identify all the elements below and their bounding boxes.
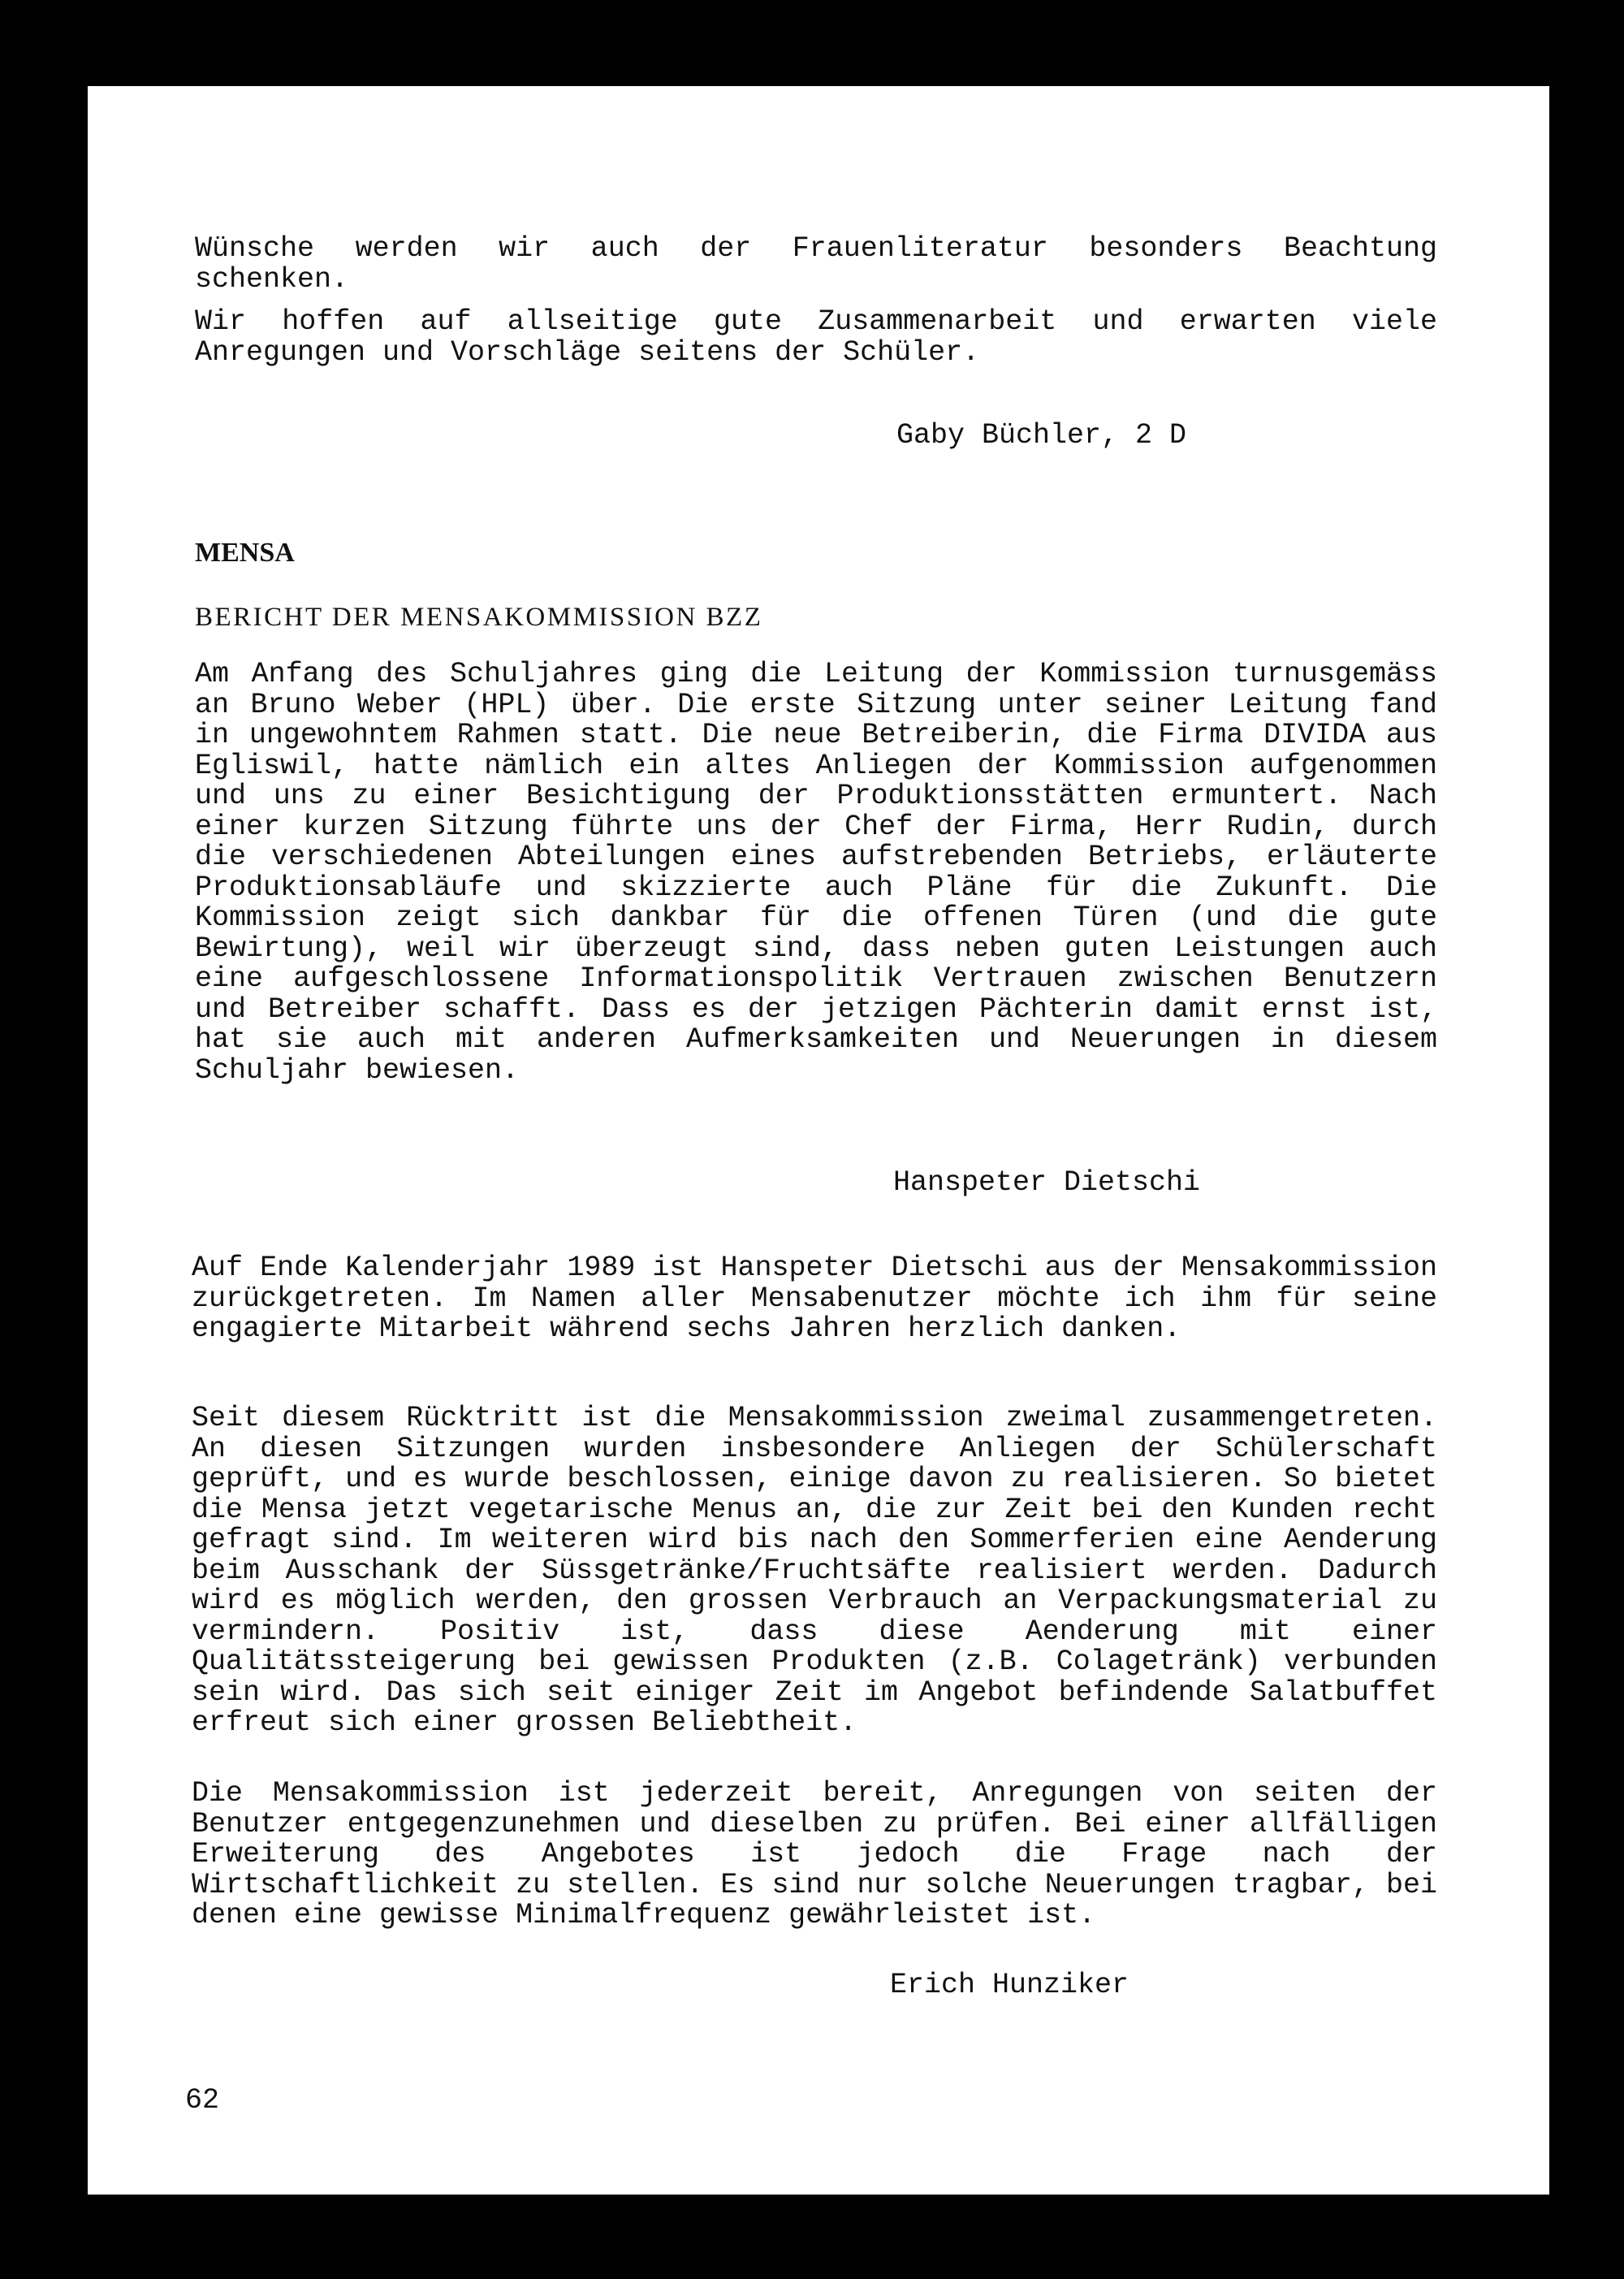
section-heading: MENSA (195, 538, 295, 568)
closing-paragraph-2: Seit diesem Rücktritt ist die Mensakommission zweimal zusammengetreten. An diesen Sitzungen wurden insbesondere Anliegen der Schülerschaft geprüft, und es wurde beschlossen, einige davon zu realisieren. So bietet die Mensa jetzt vegetarische Menus an, die zur Zeit bei den Kunden recht gefragt sind. Im weiteren wird bis nach den Sommerferien eine Aenderung beim Ausschank der Süssgetränke/Fruchtsäfte realisiert werden. Dadurch wird es möglich werden, den grossen Verbrauch an Verpackungsmaterial zu vermindern. Positiv ist, dass diese Aenderung mit einer Qualitätssteigerung bei gewissen Produkten (z.B. Colagetränk) verbunden sein wird. Das sich seit einiger Zeit im Angebot befindende Salatbuffet erfreut sich einer grossen Beliebtheit. (192, 1402, 1437, 1739)
report-paragraph: Am Anfang des Schuljahres ging die Leitung der Kommission turnusgemäss an Bruno Weber (HPL) über. Die erste Sitzung unter seiner Leitung fand in ungewohntem Rahmen statt. Die neue Betreiberin, die Firma DIVIDA aus Egliswil, hatte nämlich ein altes Anliegen der Kommission aufgenommen und uns zu einer Besichtigung der Produktionsstätten ermuntert. Nach einer kurzen Sitzung führte uns der Chef der Firma, Herr Rudin, durch die verschiedenen Abteilungen eines aufstrebenden Betriebs, erläuterte Produktionsabläufe und skizzierte auch Pläne für die Zukunft. Die Kommission zeigt sich dankbar für die offenen Türen (und die gute Bewirtung), weil wir überzeugt sind, dass neben guten Leistungen auch eine aufgeschlossene Informationspolitik Vertrauen zwischen Benutzern und Betreiber schafft. Dass es der jetzigen Pächterin damit ernst ist, hat sie auch mit anderen Aufmerksamkeiten und Neuerungen in diesem Schuljahr bewiesen. (195, 658, 1437, 1087)
closing-paragraph-1: Auf Ende Kalenderjahr 1989 ist Hanspeter Dietschi aus der Mensakommission zurückgetreten. Im Namen aller Mensabenutzer möchte ich ihm für seine engagierte Mitarbeit während sechs Jahren herzlich danken. (192, 1252, 1437, 1345)
signature-hanspeter-dietschi: Hanspeter Dietschi (893, 1166, 1201, 1199)
signature-erich-hunziker: Erich Hunziker (890, 1969, 1129, 2001)
intro-paragraph-1: Wünsche werden wir auch der Frauenliteratur besonders Beachtung schenken. (195, 232, 1437, 296)
document-page (88, 86, 1549, 2195)
closing-paragraph-3: Die Mensakommission ist jederzeit bereit, Anregungen von seiten der Benutzer entgegenzunehmen und dieselben zu prüfen. Bei einer allfälligen Erweiterung des Angebotes ist jedoch die Frage nach der Wirtschaftlichkeit zu stellen. Es sind nur solche Neuerungen tragbar, bei denen eine gewisse Minimalfrequenz gewährleistet ist. (192, 1777, 1437, 1931)
signature-gaby-buechler: Gaby Büchler, 2 D (896, 419, 1187, 452)
section-subheading: BERICHT DER MENSAKOMMISSION BZZ (195, 603, 763, 632)
page-number: 62 (185, 2084, 220, 2117)
intro-paragraph-2: Wir hoffen auf allseitige gute Zusammenarbeit und erwarten viele Anregungen und Vorschläge seitens der Schüler. (195, 305, 1437, 369)
